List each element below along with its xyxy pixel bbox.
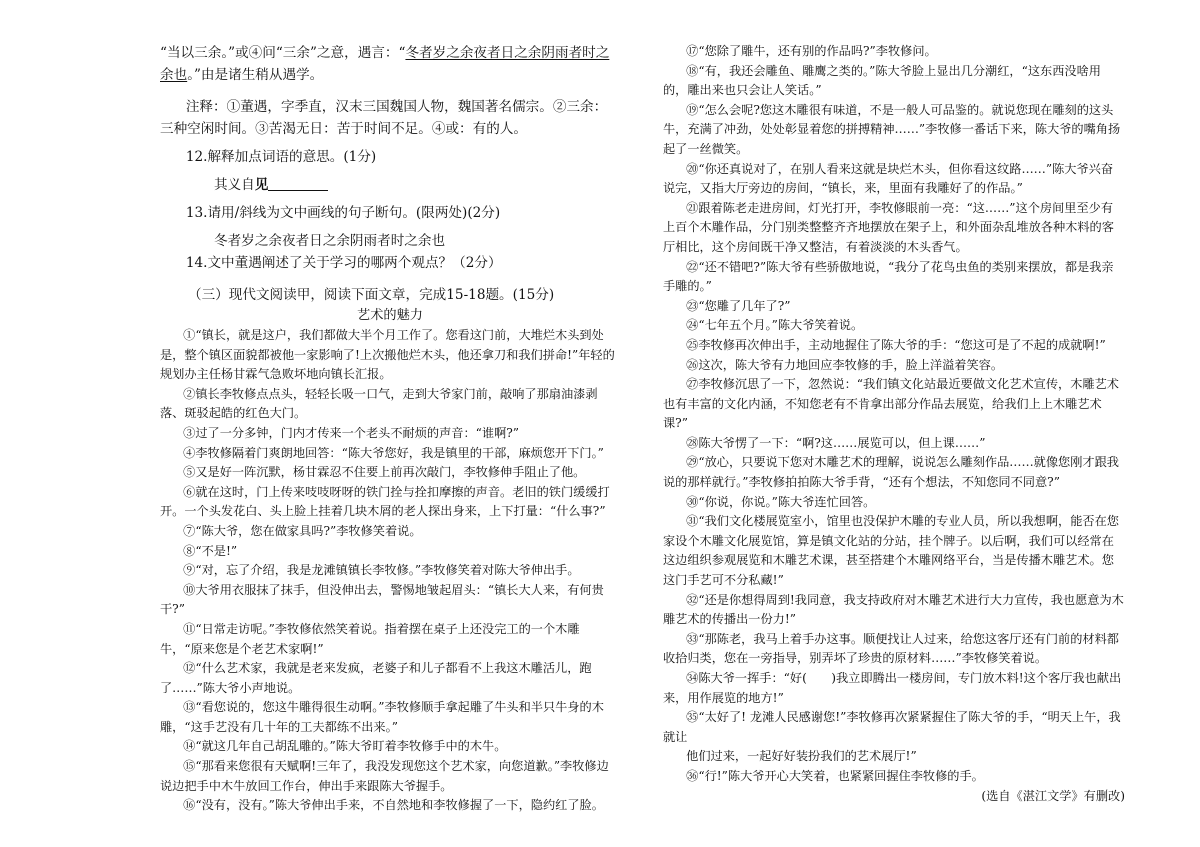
article-paragraph: ㉘陈大爷愣了一下：“啊?这……展览可以，但上课……” xyxy=(686,435,986,450)
article-paragraph: ⑳“你还真说对了，在别人看来这就是块烂木头，但你看这纹路……”陈大爷兴奋说完，又指大厅旁边的房间，“镇长，来，里面有我雕好了的作品。” xyxy=(663,161,1114,196)
article-paragraph: ㉗李牧修沉思了一下，忽然说：“我们镇文化站最近要做文化艺术宣传，木雕艺术也有丰富的文化内涵，不知您老有不肯拿出部分作品去展览，给我们上上木雕艺术课?” xyxy=(663,377,1119,431)
article-paragraph: ㉙“放心，只要说下您对木雕艺术的理解，说说怎么雕刻作品……就像您刚才跟我说的那样就行。”李牧修拍拍陈大爷手背，“还有个想法，不知您同不同意?” xyxy=(663,455,1119,490)
classical-text-part: “当以三余。”或④问“三余”之意，遇言：“ xyxy=(160,45,406,61)
article-paragraph: ⑤又是好一阵沉默，杨甘霖忍不住要上前再次敲门，李牧修伸手阻止了他。 xyxy=(183,465,586,480)
article-paragraph: ㉞陈大爷一挥手：“好( )我立即腾出一楼房间，专门放木料!这个客厅我也献出来，用作展览的地方!” xyxy=(663,671,1122,705)
section-heading: （三）现代文阅读甲，阅读下面文章，完成15-18题。(15分) xyxy=(188,287,555,303)
question-13-sentence: 冬者岁之余夜者日之余阴雨者时之余也 xyxy=(214,233,446,249)
article-paragraph: ㉕李牧修再次伸出手，主动地握住了陈大爷的手：“您这可是了不起的成就啊!” xyxy=(686,337,1106,352)
article-paragraph: ㉝“那陈老，我马上着手办这事。顺便找让人过来，给您这客厅还有门前的材料都收拾归类，您在一旁指导，别弄坏了珍贵的原材料……”李牧修笑着说。 xyxy=(663,631,1119,666)
article-paragraph: ㉑跟着陈老走进房间，灯光打开，李牧修眼前一亮：“这……”这个房间里至少有上百个木雕作品，分门别类整整齐齐地摆放在架子上，和外面杂乱堆放各种木料的客厅相比，这个房间既干净又整洁，有着淡淡的木头香气。 xyxy=(663,200,1114,254)
article-paragraph: ㉟“太好了! 龙滩人民感谢您!”李牧修再次紧紧握住了陈大爷的手，“明天上午，我就让 xyxy=(663,710,1121,744)
article-paragraph: ⑲“怎么会呢?您这木雕很有味道，不是一般人可品鉴的。就说您现在雕刻的这头牛，充满了冲劲，处处彰显着您的拼搏精神……”李牧修一番话下来，陈大爷的嘴角扬起了一丝微笑。 xyxy=(663,102,1121,156)
q12-dotted-word: 见 xyxy=(254,177,269,193)
article-paragraph: ㊱“行!”陈大爷开心大笑着，也紧紧回握住李牧修的手。 xyxy=(686,768,984,783)
article-paragraph: ①“镇长，就是这户，我们都做大半个月工作了。您看这门前，大堆烂木头到处是，整个镇区面貌都被他一家影响了!上次搬他烂木头，他还拿刀和我们拼命!”年轻的规划办主任杨甘霖气急败坏地向镇长汇报。 xyxy=(160,328,615,382)
article-paragraph: ⑰“您除了雕牛，还有别的作品吗?”李牧修问。 xyxy=(686,44,937,58)
annotations: 注释：①董遇，字季直，汉末三国魏国人物，魏国著名儒宗。②三余：三种空闲时间。③苦渴无日：苦于时间不足。④或：有的人。 xyxy=(160,99,608,137)
article-paragraph: ⑥就在这时，门上传来吱吱呀呀的铁门拴与拴扣摩擦的声音。老旧的铁门缓缓打开。一个头发花白、头上脸上挂着几块木屑的老人探出身来，上下打量：“什么事?” xyxy=(160,484,610,519)
article-paragraph: ㉛“我们文化楼展览室小，馆里也没保护木雕的专业人员，所以我想啊，能否在您家设个木雕文化展览馆，算是镇文化站的分站，挂个牌子。以后啊，我们可以经常在这边组织参观展览和木雕艺术课，甚至搭建个木雕网络平台，当是传播木雕艺术。您这门手艺可不分私藏!” xyxy=(663,514,1119,588)
article-paragraph: ㉖这次，陈大爷有力地回应李牧修的手，脸上洋溢着笑容。 xyxy=(686,357,1004,372)
left-column xyxy=(160,42,620,816)
article-paragraph: ⑭“就这几年自己胡乱雕的。”陈大爷盯着李牧修手中的木牛。 xyxy=(183,739,507,754)
article-title: 艺术的魅力 xyxy=(357,308,423,323)
q12-text: 其义自 xyxy=(214,177,255,193)
article-paragraph: ②镇长李牧修点点头，轻轻长吸一口气，走到大爷家门前，敲响了那扇油漆剥落、斑驳起皓的红色大门。 xyxy=(160,386,598,421)
article-paragraph: ⑮“那看来您很有天赋啊!三年了，我没发现您这个艺术家，向您道歉。”李牧修边说边把手中木牛放回工作台，伸出手来跟陈大爷握手。 xyxy=(160,759,609,793)
article-paragraph: ⑨“对，忘了介绍，我是龙滩镇镇长李牧修。”李牧修笑着对陈大爷伸出手。 xyxy=(183,563,580,578)
article-paragraph: ㉔“七年五个月。”陈大爷笑着说。 xyxy=(686,318,864,333)
article-paragraph: ⑯“没有，没有。”陈大爷伸出手来，不自然地和李牧修握了一下，隐约红了脸。 xyxy=(183,798,604,813)
article-paragraph: ⑫“什么艺术家，我就是老来发疯，老婆子和儿子都看不上我这木雕活儿，跑了……”陈大爷小声地说。 xyxy=(160,661,592,695)
underlined-sentence: 冬者岁之余夜者日之余阴雨者时之余也 xyxy=(160,45,610,83)
classical-text-part: 。”由是诸生稍从遇学。 xyxy=(187,67,324,83)
classical-text-ending xyxy=(160,42,620,86)
article-paragraphs-left xyxy=(160,326,620,816)
question-12-item xyxy=(160,174,620,196)
article-paragraph: ㉒“还不错吧?”陈大爷有些骄傲地说，“我分了花鸟虫鱼的类别来摆放，都是我亲手雕的。” xyxy=(663,259,1114,294)
article-paragraph: ⑪“日常走访呢。”李牧修依然笑着说。指着摆在桌子上还没完工的一个木雕牛，“原来您是个老艺术家啊!” xyxy=(160,621,580,656)
answer-blank xyxy=(268,176,328,191)
right-column xyxy=(663,42,1125,806)
article-paragraph: ④李牧修隔着门爽朗地回答：“陈大爷您好，我是镇里的干部，麻烦您开下门。” xyxy=(183,445,604,460)
article-paragraph: ㉜“还是你想得周到!我同意，我支持政府对木雕艺术进行大力宣传，我也愿意为木雕艺术的传播出一份力!” xyxy=(663,592,1124,627)
article-paragraph: ⑧“不是!” xyxy=(183,543,238,558)
article-paragraph: ⑦“陈大爷，您在做家具吗?”李牧修笑着说。 xyxy=(183,523,422,538)
article-paragraph: ③过了一分多钟，门内才传来一个老头不耐烦的声音：“谁啊?” xyxy=(183,425,520,440)
article-paragraph-continued: 他们过来，一起好好装扮我们的艺术展厅!” xyxy=(686,749,917,764)
question-12: 12.解释加点词语的意思。(1分) xyxy=(185,149,377,165)
article-paragraph: ⑬“看您说的，您这牛雕得很生动啊。”李牧修顺手拿起雕了牛头和半只牛身的木雕，“这手艺没有几十年的工夫都练不出来。” xyxy=(160,700,604,734)
article-paragraph: ㉚“你说，你说。”陈大爷连忙回答。 xyxy=(686,494,876,509)
question-14: 14.文中董遇阐述了关于学习的哪两个观点？（2分） xyxy=(185,255,502,271)
question-13: 13.请用/斜线为文中画线的句子断句。(限两处)(2分) xyxy=(185,205,501,221)
source-citation: (选自《湛江文学》有删改) xyxy=(981,788,1125,803)
article-paragraph: ⑱“有，我还会雕鱼、雕鹰之类的。”陈大爷脸上显出几分潮红，“这东西没啥用的，雕出来也只会让人笑话。” xyxy=(663,63,1101,98)
article-paragraph: ㉓“您雕了几年了?” xyxy=(686,298,791,313)
article-paragraph: ⑩大爷用衣服抹了抹手，但没伸出去，警惕地皱起眉头：“镇长大人来，有何贵干?” xyxy=(160,582,604,617)
